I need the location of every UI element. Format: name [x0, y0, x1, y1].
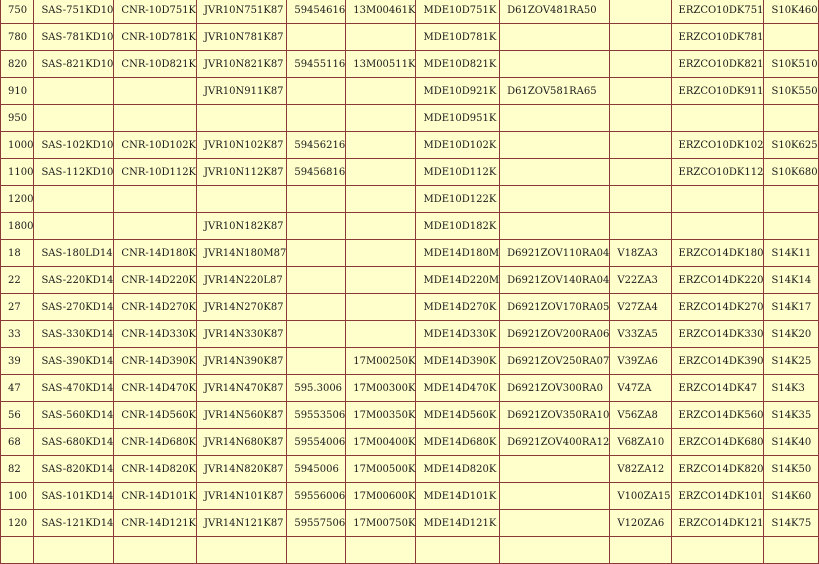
part-number-cell: V68ZA10 — [610, 429, 671, 456]
part-number-cell: SAS-220KD14 — [34, 267, 114, 294]
part-number-cell: S14K75 — [764, 510, 818, 537]
part-number-cell — [610, 78, 671, 105]
part-number-cell — [500, 213, 610, 240]
part-number-cell: 13M00461K — [346, 0, 416, 24]
part-number-cell — [764, 105, 818, 132]
part-number-cell — [346, 321, 416, 348]
part-number-cell — [287, 537, 346, 564]
part-number-cell: S14K3 — [764, 375, 818, 402]
part-number-cell: V120ZA6 — [610, 510, 671, 537]
table-row — [1, 24, 819, 51]
part-number-cell: MDE10D102K — [416, 132, 500, 159]
part-number-cell: S14K50 — [764, 456, 818, 483]
part-number-cell — [610, 213, 671, 240]
part-number-cell — [764, 186, 818, 213]
part-number-cell: JVR14N560K87 — [197, 402, 287, 429]
part-number-cell: JVR14N121K87 — [197, 510, 287, 537]
table-body — [1, 0, 819, 564]
part-number-cell: JVR14N220L87 — [197, 267, 287, 294]
part-number-cell — [500, 510, 610, 537]
value-cell: 1200 — [1, 186, 34, 213]
part-number-cell: D61ZOV481RA50 — [500, 0, 610, 24]
table-row — [1, 429, 819, 456]
part-number-cell — [346, 294, 416, 321]
part-number-cell: 13M00511K — [346, 51, 416, 78]
part-number-cell — [346, 240, 416, 267]
table-row — [1, 186, 819, 213]
part-number-cell: SAS-121KD14 — [34, 510, 114, 537]
part-number-cell: 17M00400K — [346, 429, 416, 456]
part-number-cell — [34, 537, 114, 564]
value-cell: 1100 — [1, 159, 34, 186]
part-number-cell: S14K20 — [764, 321, 818, 348]
part-number-cell: V47ZA — [610, 375, 671, 402]
part-number-cell — [764, 213, 818, 240]
part-number-cell — [287, 213, 346, 240]
part-number-cell: ERZCO10DK781 — [671, 24, 764, 51]
part-number-cell: CNR-14D560K — [114, 402, 197, 429]
part-number-cell: SAS-390KD14 — [34, 348, 114, 375]
part-number-cell: CNR-14D470K — [114, 375, 197, 402]
part-number-cell: ERZCO10DK112 — [671, 159, 764, 186]
value-cell: 56 — [1, 402, 34, 429]
table-row — [1, 0, 819, 24]
part-number-cell: CNR-10D751K — [114, 0, 197, 24]
part-number-cell — [114, 105, 197, 132]
part-number-cell: S14K60 — [764, 483, 818, 510]
part-number-cell — [500, 159, 610, 186]
table-row — [1, 402, 819, 429]
part-number-cell: SAS-821KD10 — [34, 51, 114, 78]
part-number-cell: CNR-14D820K — [114, 456, 197, 483]
part-number-cell — [500, 456, 610, 483]
part-number-cell: JVR14N270K87 — [197, 294, 287, 321]
part-number-cell — [346, 186, 416, 213]
part-number-cell: CNR-10D102K — [114, 132, 197, 159]
part-number-cell: MDE10D112K — [416, 159, 500, 186]
part-number-cell: MDE10D751K — [416, 0, 500, 24]
part-number-cell: MDE10D821K — [416, 51, 500, 78]
part-number-cell: JVR10N911K87 — [197, 78, 287, 105]
part-number-cell — [500, 132, 610, 159]
part-number-cell — [671, 537, 764, 564]
part-number-cell — [346, 159, 416, 186]
part-number-cell: S14K14 — [764, 267, 818, 294]
part-number-cell — [287, 186, 346, 213]
part-number-cell — [671, 213, 764, 240]
part-number-cell: ERZCO10DK911 — [671, 78, 764, 105]
part-number-cell: ERZCO14DK101 — [671, 483, 764, 510]
part-number-cell: 59556006 — [287, 483, 346, 510]
part-number-cell — [346, 105, 416, 132]
table-row — [1, 213, 819, 240]
value-cell: 33 — [1, 321, 34, 348]
part-number-cell — [34, 213, 114, 240]
part-number-cell: S14K11 — [764, 240, 818, 267]
part-number-cell — [346, 132, 416, 159]
part-number-cell: S14K35 — [764, 402, 818, 429]
part-number-cell — [500, 186, 610, 213]
part-number-cell: S10K460 — [764, 0, 818, 24]
value-cell: 27 — [1, 294, 34, 321]
part-number-cell: MDE10D781K — [416, 24, 500, 51]
value-cell: 1800 — [1, 213, 34, 240]
part-number-cell — [197, 105, 287, 132]
part-number-cell: V27ZA4 — [610, 294, 671, 321]
value-cell: 39 — [1, 348, 34, 375]
value-cell: 120 — [1, 510, 34, 537]
part-number-cell: S14K17 — [764, 294, 818, 321]
part-number-cell — [610, 159, 671, 186]
part-number-cell — [287, 240, 346, 267]
part-number-cell: MDE10D921K — [416, 78, 500, 105]
part-number-cell: JVR10N112K87 — [197, 159, 287, 186]
part-number-cell: 59456816 — [287, 159, 346, 186]
part-number-cell: D6921ZOV400RA12 — [500, 429, 610, 456]
part-number-cell — [346, 78, 416, 105]
part-number-cell: MDE14D680K — [416, 429, 500, 456]
table-row — [1, 510, 819, 537]
part-number-cell: 59554006 — [287, 429, 346, 456]
part-number-cell: MDE14D820K — [416, 456, 500, 483]
part-number-cell — [610, 0, 671, 24]
part-number-cell: SAS-330KD14 — [34, 321, 114, 348]
part-number-cell — [287, 78, 346, 105]
table-row — [1, 78, 819, 105]
part-number-cell: SAS-470KD14 — [34, 375, 114, 402]
part-number-cell: D6921ZOV140RA04 — [500, 267, 610, 294]
table-row — [1, 348, 819, 375]
table-row — [1, 159, 819, 186]
value-cell: 1000 — [1, 132, 34, 159]
part-number-cell — [500, 51, 610, 78]
part-number-cell: V18ZA3 — [610, 240, 671, 267]
part-number-cell — [287, 321, 346, 348]
part-number-cell: V82ZA12 — [610, 456, 671, 483]
part-number-cell: 59455116 — [287, 51, 346, 78]
part-number-cell — [416, 537, 500, 564]
part-number-cell: 17M00250K — [346, 348, 416, 375]
part-number-cell: SAS-270KD14 — [34, 294, 114, 321]
part-number-cell: MDE10D951K — [416, 105, 500, 132]
part-number-cell: JVR10N751K87 — [197, 0, 287, 24]
part-number-cell — [346, 267, 416, 294]
part-number-cell: MDE14D560K — [416, 402, 500, 429]
part-number-cell: JVR14N470K87 — [197, 375, 287, 402]
part-number-cell: 5945006 — [287, 456, 346, 483]
part-number-cell: MDE14D180M — [416, 240, 500, 267]
part-number-cell — [610, 105, 671, 132]
part-number-cell — [34, 186, 114, 213]
part-number-cell: 59456216 — [287, 132, 346, 159]
part-number-cell: JVR10N781K87 — [197, 24, 287, 51]
part-number-cell — [114, 186, 197, 213]
part-number-cell: JVR14N101K87 — [197, 483, 287, 510]
part-number-cell: JVR10N182K87 — [197, 213, 287, 240]
part-number-cell: MDE10D122K — [416, 186, 500, 213]
part-number-cell: SAS-102KD10 — [34, 132, 114, 159]
part-number-cell: V100ZA15 — [610, 483, 671, 510]
part-number-cell: MDE14D390K — [416, 348, 500, 375]
part-number-cell: SAS-781KD10 — [34, 24, 114, 51]
part-number-cell: ERZCO14DK47 — [671, 375, 764, 402]
part-number-cell: 59557506 — [287, 510, 346, 537]
part-number-cell: D6921ZOV250RA07 — [500, 348, 610, 375]
part-number-cell: JVR14N330K87 — [197, 321, 287, 348]
part-number-cell — [346, 24, 416, 51]
part-number-cell: MDE14D220M — [416, 267, 500, 294]
part-number-cell: CNR-10D781K — [114, 24, 197, 51]
table-row — [1, 267, 819, 294]
part-number-cell: 17M00300K — [346, 375, 416, 402]
value-cell: 950 — [1, 105, 34, 132]
part-number-cell: SAS-112KD10 — [34, 159, 114, 186]
part-number-cell: CNR-14D330K — [114, 321, 197, 348]
part-number-cell: CNR-14D121K — [114, 510, 197, 537]
part-number-cell: ERZCO14DK330 — [671, 321, 764, 348]
part-number-cell: D6921ZOV350RA10 — [500, 402, 610, 429]
table-row — [1, 483, 819, 510]
part-number-cell: JVR14N390K87 — [197, 348, 287, 375]
part-number-cell — [197, 537, 287, 564]
part-number-cell: D6921ZOV110RA04 — [500, 240, 610, 267]
part-number-cell: MDE14D470K — [416, 375, 500, 402]
part-number-cell — [610, 24, 671, 51]
part-number-cell — [287, 294, 346, 321]
table-row — [1, 375, 819, 402]
part-number-cell: S14K25 — [764, 348, 818, 375]
part-number-cell: 59553506 — [287, 402, 346, 429]
part-number-cell: MDE14D121K — [416, 510, 500, 537]
table-row — [1, 321, 819, 348]
value-cell: 22 — [1, 267, 34, 294]
value-cell: 780 — [1, 24, 34, 51]
part-number-cell: S10K680 — [764, 159, 818, 186]
part-number-cell: MDE14D330K — [416, 321, 500, 348]
part-number-cell: D61ZOV581RA65 — [500, 78, 610, 105]
part-number-cell: S10K625 — [764, 132, 818, 159]
part-number-cell: MDE14D101K — [416, 483, 500, 510]
part-number-cell: S10K510 — [764, 51, 818, 78]
part-number-cell — [114, 213, 197, 240]
part-number-cell: CNR-14D220K — [114, 267, 197, 294]
part-number-cell: CNR-10D112K — [114, 159, 197, 186]
part-number-cell: JVR10N102K87 — [197, 132, 287, 159]
part-number-cell: ERZCO14DK270 — [671, 294, 764, 321]
part-number-cell: SAS-820KD14 — [34, 456, 114, 483]
part-number-cell: CNR-14D101K — [114, 483, 197, 510]
part-number-cell: ERZCO14DK121 — [671, 510, 764, 537]
table-row — [1, 537, 819, 564]
table-row — [1, 132, 819, 159]
part-number-cell: S10K550 — [764, 78, 818, 105]
table-row — [1, 294, 819, 321]
part-number-cell — [114, 537, 197, 564]
part-number-cell: V39ZA6 — [610, 348, 671, 375]
value-cell: 910 — [1, 78, 34, 105]
part-number-cell: SAS-560KD14 — [34, 402, 114, 429]
part-number-cell — [287, 105, 346, 132]
value-cell: 18 — [1, 240, 34, 267]
part-number-cell: MDE14D270K — [416, 294, 500, 321]
part-number-cell — [287, 348, 346, 375]
part-number-cell: SAS-180LD14 — [34, 240, 114, 267]
part-number-cell: D6921ZOV300RA0 — [500, 375, 610, 402]
part-number-cell — [114, 78, 197, 105]
part-number-cell — [34, 78, 114, 105]
value-cell: 68 — [1, 429, 34, 456]
part-number-cell: V33ZA5 — [610, 321, 671, 348]
part-number-cell: 17M00500K — [346, 456, 416, 483]
part-number-cell: 17M00600K — [346, 483, 416, 510]
part-number-cell — [610, 132, 671, 159]
table-row — [1, 51, 819, 78]
part-number-cell — [34, 105, 114, 132]
part-number-cell — [500, 483, 610, 510]
table-row — [1, 240, 819, 267]
part-number-cell — [764, 537, 818, 564]
part-number-cell — [610, 51, 671, 78]
part-number-cell: JVR14N820K87 — [197, 456, 287, 483]
value-cell: 82 — [1, 456, 34, 483]
part-number-cell: CNR-10D821K — [114, 51, 197, 78]
part-number-cell: JVR14N180M87 — [197, 240, 287, 267]
part-number-cell: JVR14N680K87 — [197, 429, 287, 456]
part-number-cell — [287, 267, 346, 294]
part-number-cell: ERZCO14DK180 — [671, 240, 764, 267]
value-cell — [1, 537, 34, 564]
part-number-cell — [500, 105, 610, 132]
value-cell: 100 — [1, 483, 34, 510]
part-number-cell: ERZCO14DK560 — [671, 402, 764, 429]
part-number-cell: D6921ZOV200RA06 — [500, 321, 610, 348]
part-number-cell: SAS-101KD14 — [34, 483, 114, 510]
part-number-cell: SAS-680KD14 — [34, 429, 114, 456]
part-number-cell: 17M00350K — [346, 402, 416, 429]
part-number-cell: 595.3006 — [287, 375, 346, 402]
part-number-cell: SAS-751KD10 — [34, 0, 114, 24]
part-number-cell: CNR-14D180K — [114, 240, 197, 267]
value-cell: 47 — [1, 375, 34, 402]
part-number-cell: 17M00750K — [346, 510, 416, 537]
value-cell: 820 — [1, 51, 34, 78]
part-number-cell — [197, 186, 287, 213]
value-cell: 750 — [1, 0, 34, 24]
part-number-cell: CNR-14D270K — [114, 294, 197, 321]
part-number-cell — [500, 537, 610, 564]
table-row — [1, 456, 819, 483]
part-number-cell: ERZCO14DK820 — [671, 456, 764, 483]
part-number-cell — [671, 105, 764, 132]
part-number-cell: JVR10N821K87 — [197, 51, 287, 78]
part-number-cell: 59454616 — [287, 0, 346, 24]
part-number-cell: S14K40 — [764, 429, 818, 456]
part-number-cell: ERZCO14DK680 — [671, 429, 764, 456]
part-number-cell — [671, 186, 764, 213]
part-number-cell — [500, 24, 610, 51]
part-number-cell: CNR-14D390K — [114, 348, 197, 375]
table-row — [1, 105, 819, 132]
part-number-cell — [610, 537, 671, 564]
part-number-cell — [287, 24, 346, 51]
part-number-cell: ERZCO10DK821 — [671, 51, 764, 78]
part-number-cell — [610, 186, 671, 213]
part-number-cell: ERZCO10DK102 — [671, 132, 764, 159]
part-number-cell: D6921ZOV170RA05 — [500, 294, 610, 321]
part-number-cell: ERZCO14DK220 — [671, 267, 764, 294]
part-number-cell — [346, 537, 416, 564]
part-number-cell: MDE10D182K — [416, 213, 500, 240]
part-number-cell — [764, 24, 818, 51]
part-number-cell: CNR-14D680K — [114, 429, 197, 456]
part-number-cell: V56ZA8 — [610, 402, 671, 429]
part-number-cell: ERZCO14DK390 — [671, 348, 764, 375]
part-number-cell: ERZCO10DK751 — [671, 0, 764, 24]
part-number-cell — [346, 213, 416, 240]
part-number-cell: V22ZA3 — [610, 267, 671, 294]
